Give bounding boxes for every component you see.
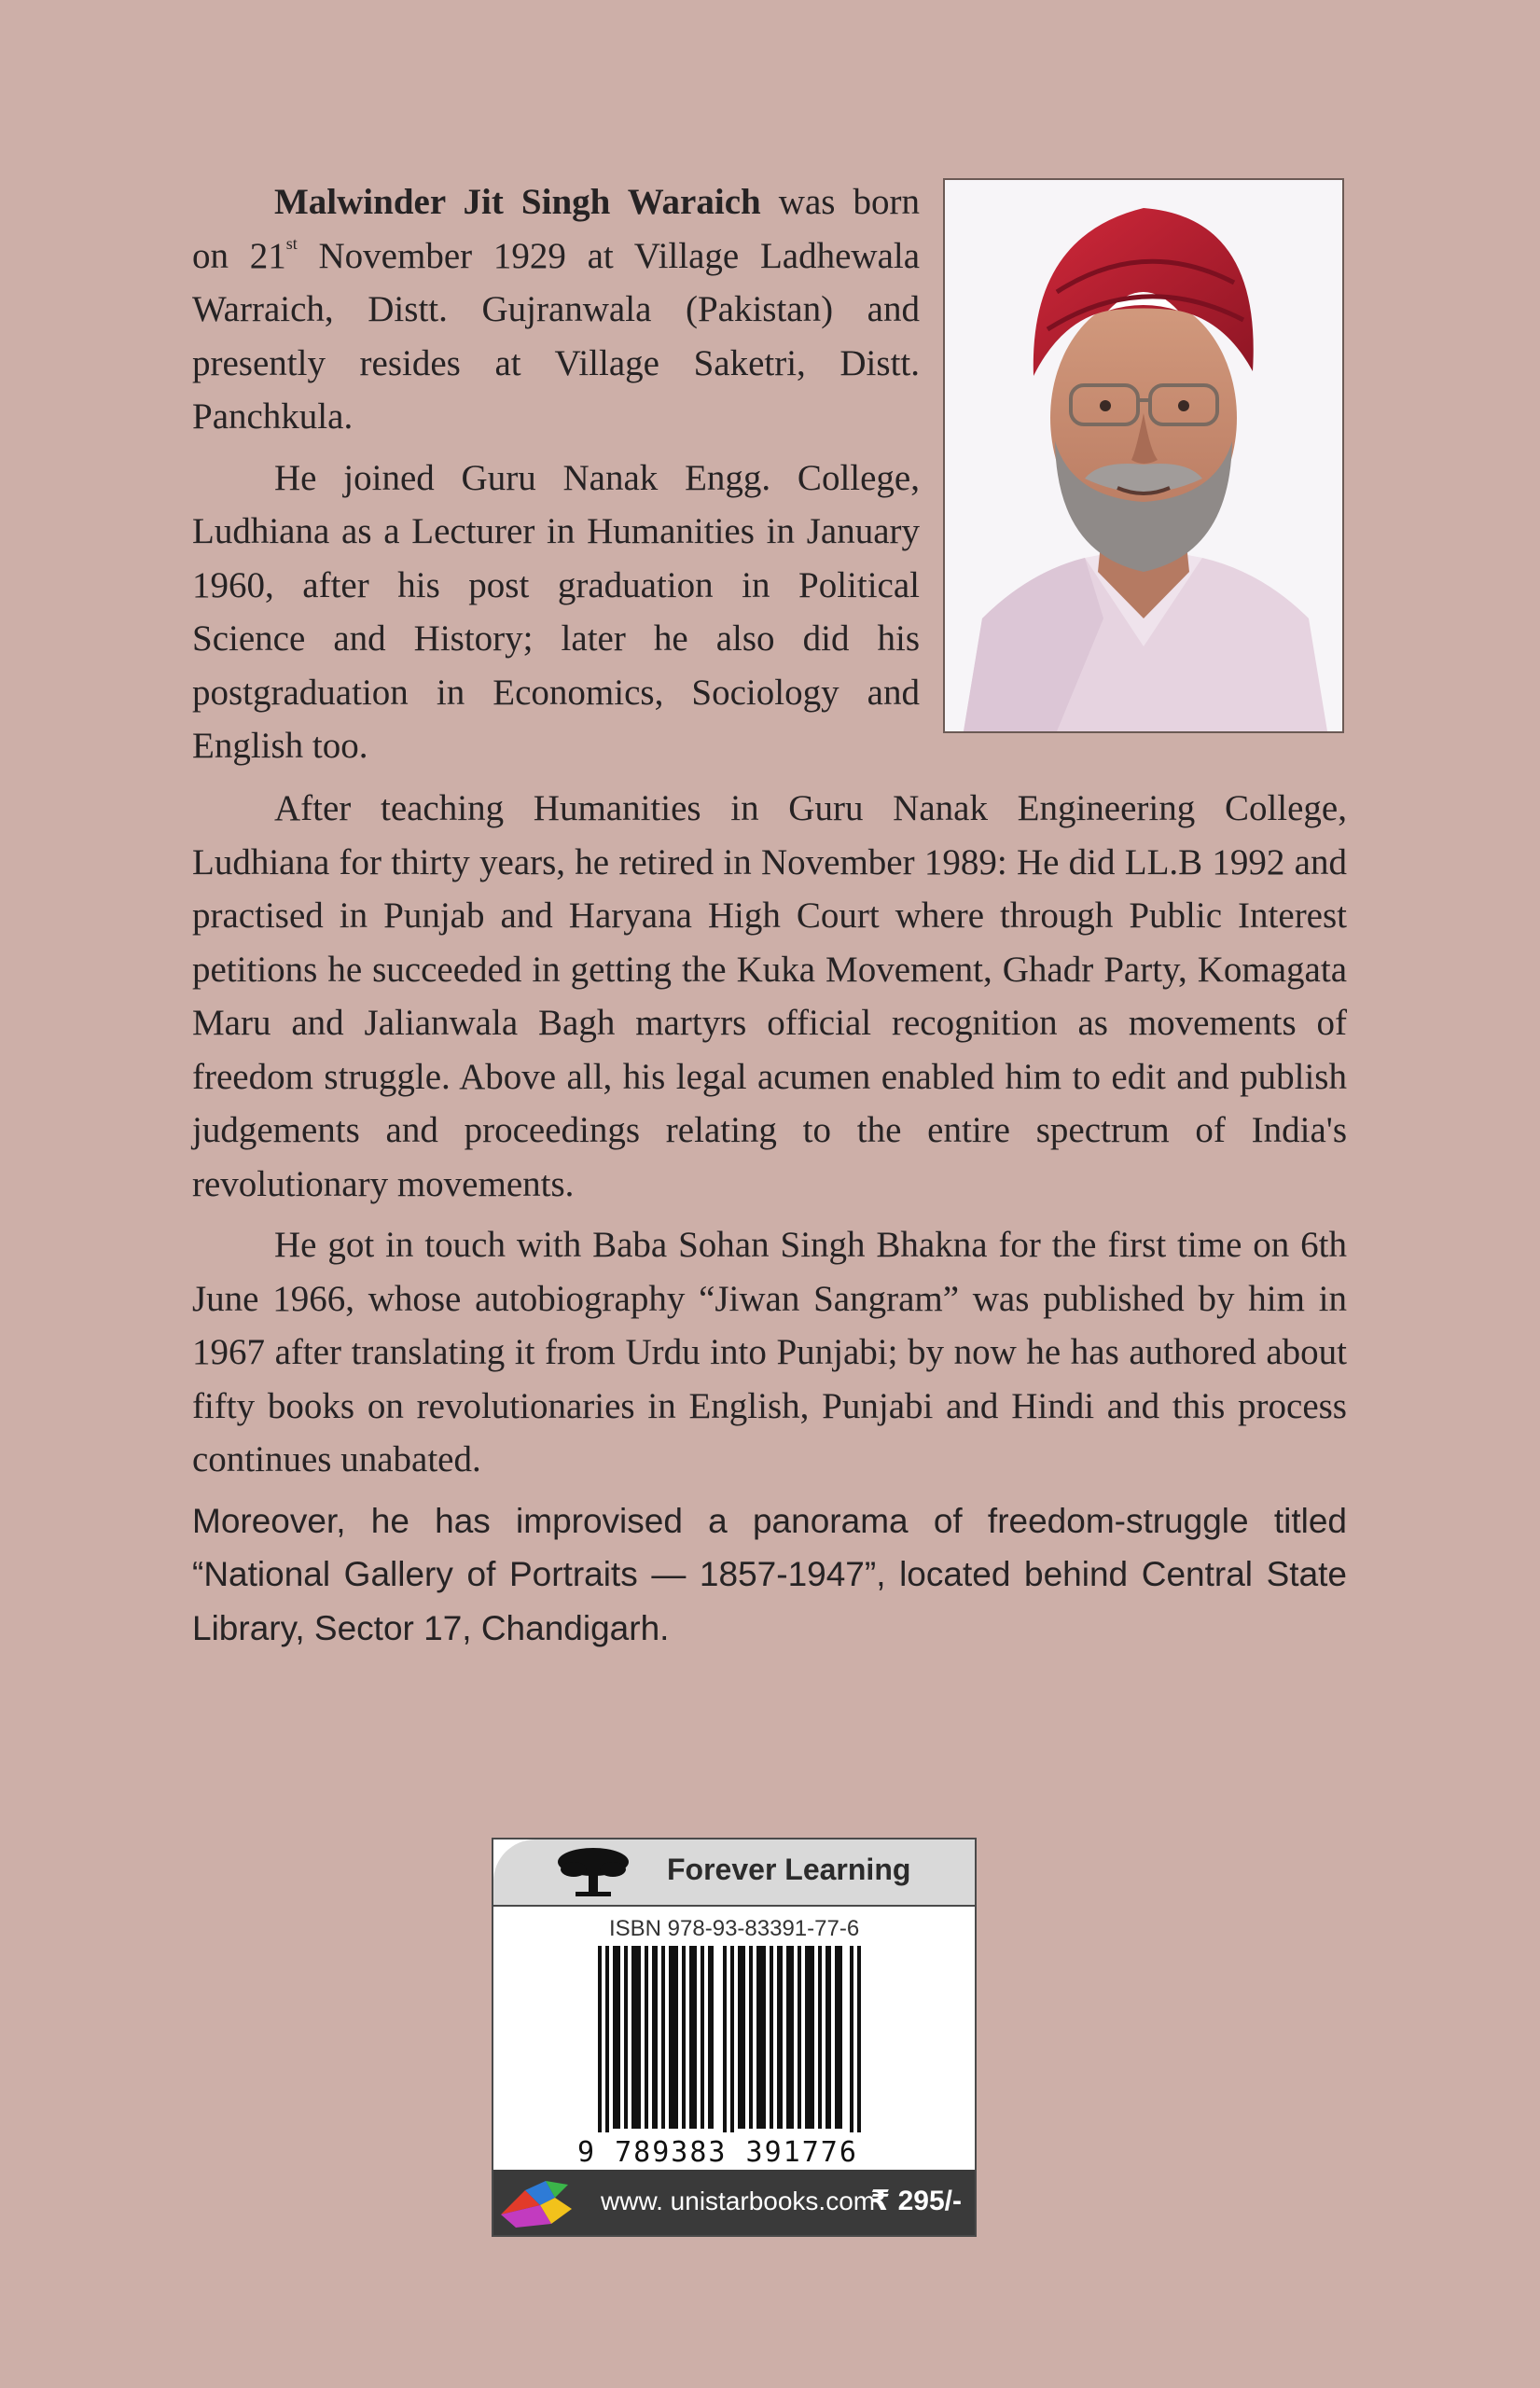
bio-intro xyxy=(192,175,920,781)
bio-paragraph-2: He joined Guru Nanak Engg. College, Ludhiana as a Lecturer in Humanities in January 1960, after his post graduation in Political Science and History; later he also did his postgraduation in Economics, Sociology and English too. xyxy=(192,457,920,766)
barcode-panel-header xyxy=(493,1840,975,1907)
barcode-bars xyxy=(598,1946,868,2132)
isbn-label: ISBN 978-93-83391-77-6 xyxy=(609,1916,860,1941)
ordinal-suffix: st xyxy=(285,233,298,253)
book-price: ₹ 295/- xyxy=(870,2186,962,2216)
tree-icon xyxy=(553,1845,633,1904)
bio-paragraph-1 xyxy=(192,175,920,444)
author-portrait-photo xyxy=(943,178,1344,733)
barcode-panel-footer xyxy=(493,2170,975,2235)
bio-body xyxy=(192,782,1347,1662)
bio-paragraph-5: Moreover, he has improvised a panorama of freedom-struggle titled “National Gallery of Portraits — 1857-1947”, located behind Central State Library, Sector 17, Chandigarh. xyxy=(192,1501,1347,1647)
bio-paragraph-3: After teaching Humanities in Guru Nanak Engineering College, Ludhiana for thirty years, he retired in November 1989: He did LL.B 1992 and practised in Punjab and Haryana High Court where through Public Interest petitions he succeeded in getting the Kuka Movement, Ghadr Party, Komagata Maru and Jalianwala Bagh martyrs official recognition as movements of freedom struggle. Above all, his legal acumen enabled him to edit and publish judgements and proceedings relating to the entire spectrum of India's revolutionary movements. xyxy=(192,788,1347,1204)
barcode-digits: 9 789383 391776 xyxy=(577,2136,858,2169)
author-name: Malwinder Jit Singh Waraich xyxy=(274,182,761,222)
publisher-website: www. unistarbooks.com xyxy=(601,2187,876,2215)
portrait-illustration xyxy=(945,180,1342,731)
publisher-tagline: Forever Learning xyxy=(667,1853,911,1886)
book-logo-icon xyxy=(497,2177,583,2234)
bio-intro-text: was born on 21 xyxy=(192,182,920,276)
bio-paragraph-4: He got in touch with Baba Sohan Singh Bhakna for the first time on 6th June 1966, whose autobiography “Jiwan Sangram” was published by him in 1967 after translating it from Urdu into Punjabi; by now he has authored about fifty books on revolutionaries in English, Punjabi and Hindi and this process continues unabated. xyxy=(192,1225,1347,1479)
bio-intro-continued: November 1929 at Village Ladhewala Warraich, Distt. Gujranwala (Pakistan) and presently resides at Village Saketri, Distt. Panchkula. xyxy=(192,235,921,437)
barcode-panel xyxy=(492,1838,977,2237)
